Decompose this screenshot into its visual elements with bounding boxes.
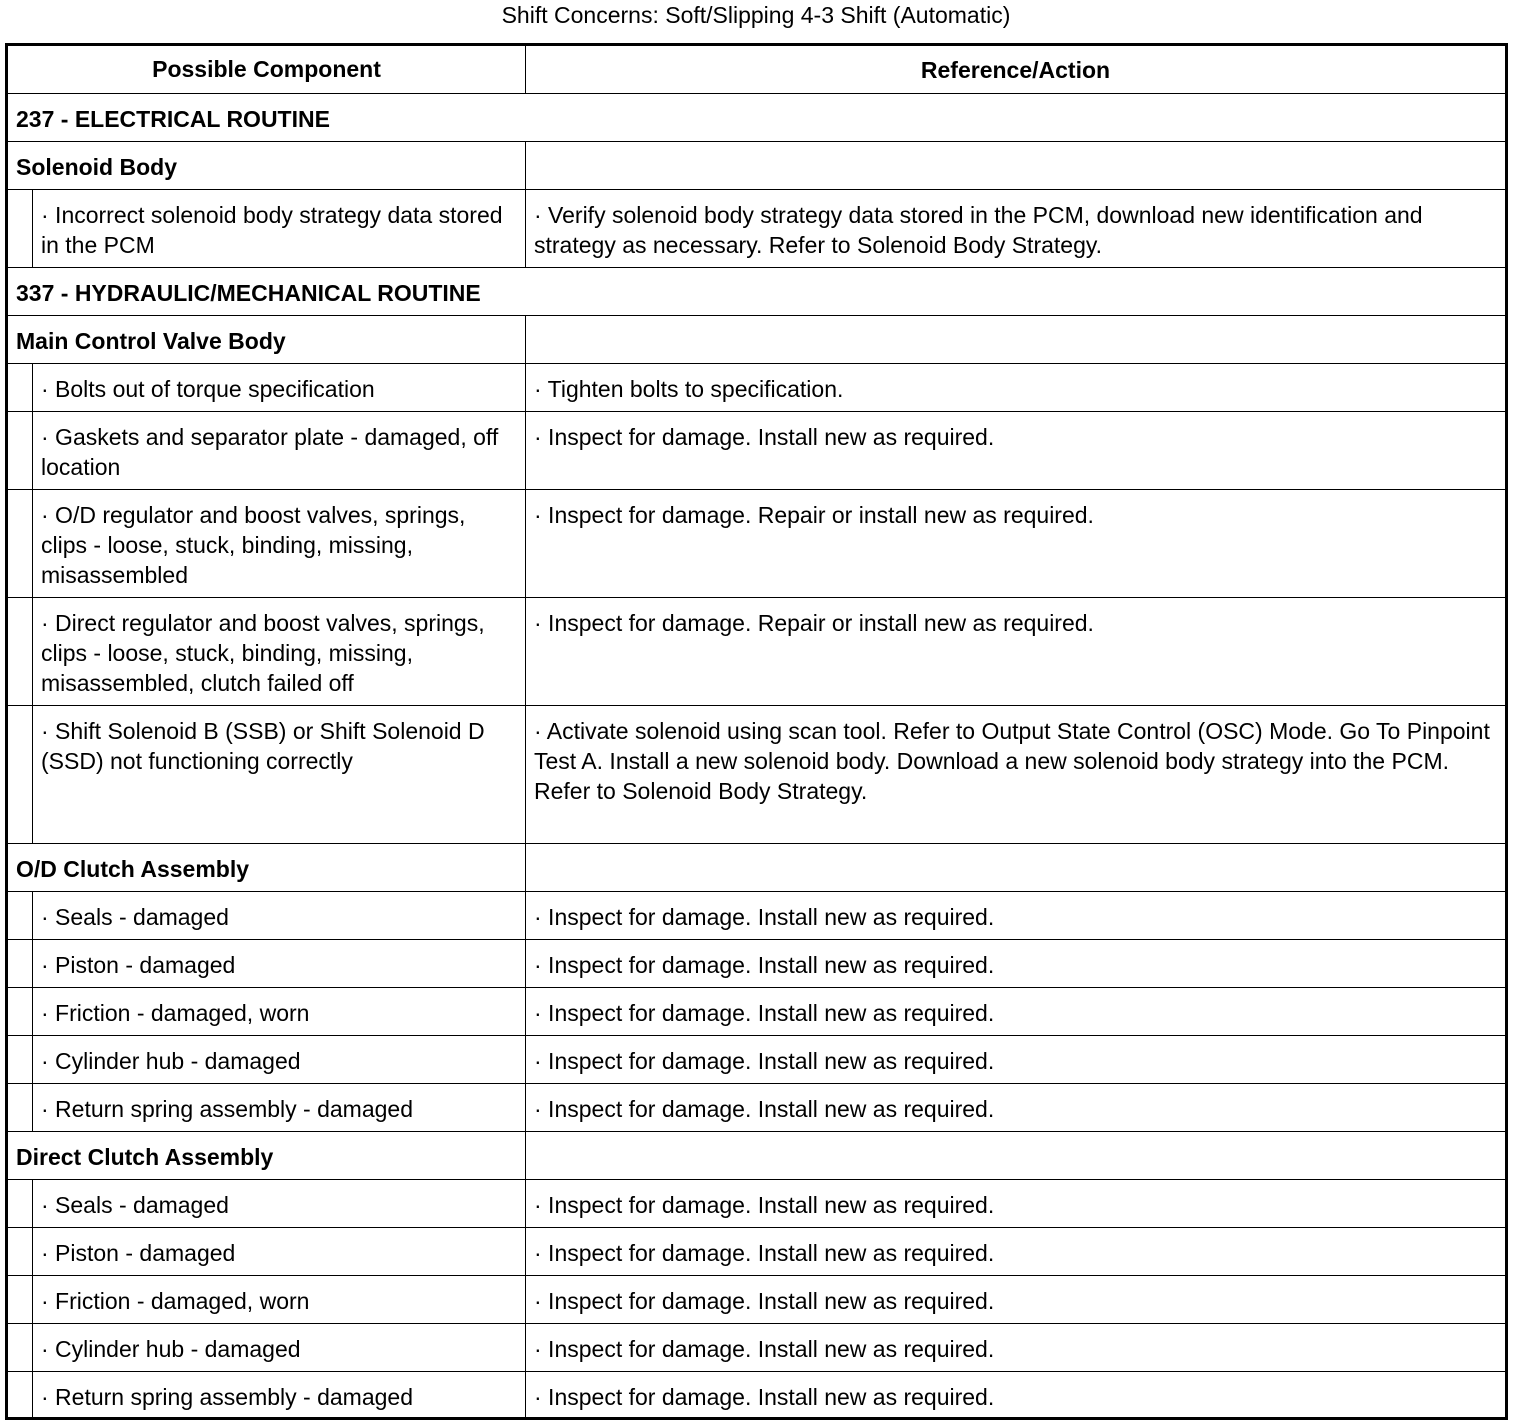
action-text: · Inspect for damage. Install new as required. bbox=[534, 1288, 995, 1314]
component-text: · Cylinder hub - damaged bbox=[41, 1336, 301, 1362]
group-name: Direct Clutch Assembly bbox=[8, 1132, 526, 1179]
component-cell bbox=[8, 940, 526, 987]
group-row bbox=[8, 141, 1505, 189]
component-text: · Gaskets and separator plate - damaged, off location bbox=[41, 424, 499, 480]
group-name: O/D Clutch Assembly bbox=[8, 844, 526, 891]
component-cell bbox=[8, 1084, 526, 1131]
table-row bbox=[8, 1179, 1505, 1227]
component-text: · Incorrect solenoid body strategy data stored in the PCM bbox=[41, 202, 503, 258]
table-row bbox=[8, 939, 1505, 987]
table-row bbox=[8, 411, 1505, 489]
component-text: · Return spring assembly - damaged bbox=[41, 1096, 413, 1122]
component-text: · Direct regulator and boost valves, springs, clips - loose, stuck, binding, missing, misassembled, clutch failed off bbox=[41, 610, 485, 696]
indent-spacer bbox=[8, 598, 33, 705]
table-row bbox=[8, 1275, 1505, 1323]
indent-spacer bbox=[8, 940, 33, 987]
component-text: · Friction - damaged, worn bbox=[41, 1288, 310, 1314]
section-heading: 237 - ELECTRICAL ROUTINE bbox=[16, 106, 330, 132]
group-row bbox=[8, 843, 1505, 891]
table-row bbox=[8, 987, 1505, 1035]
group-row bbox=[8, 315, 1505, 363]
component-text: · Return spring assembly - damaged bbox=[41, 1384, 413, 1410]
component-cell bbox=[8, 598, 526, 705]
component-text: · Seals - damaged bbox=[41, 1192, 229, 1218]
action-text: · Inspect for damage. Install new as required. bbox=[534, 1048, 995, 1074]
component-cell bbox=[8, 490, 526, 597]
header-possible-component: Possible Component bbox=[8, 46, 526, 93]
action-text: · Inspect for damage. Install new as required. bbox=[534, 1336, 995, 1362]
indent-spacer bbox=[8, 190, 33, 267]
indent-spacer bbox=[8, 490, 33, 597]
component-cell bbox=[8, 1276, 526, 1323]
component-cell bbox=[8, 412, 526, 489]
action-text: · Inspect for damage. Install new as required. bbox=[534, 904, 995, 930]
action-text: · Inspect for damage. Install new as required. bbox=[534, 424, 995, 450]
group-name: Solenoid Body bbox=[8, 142, 526, 189]
table-row bbox=[8, 1035, 1505, 1083]
component-cell bbox=[8, 892, 526, 939]
action-text: · Inspect for damage. Install new as required. bbox=[534, 1240, 995, 1266]
component-cell bbox=[8, 706, 526, 843]
indent-spacer bbox=[8, 1324, 33, 1371]
action-text: · Inspect for damage. Repair or install new as required. bbox=[534, 502, 1094, 528]
indent-spacer bbox=[8, 364, 33, 411]
table-row bbox=[8, 1083, 1505, 1131]
table-row bbox=[8, 189, 1505, 267]
action-text: · Inspect for damage. Install new as required. bbox=[534, 952, 995, 978]
component-text: · Piston - damaged bbox=[41, 952, 236, 978]
component-text: · Piston - damaged bbox=[41, 1240, 236, 1266]
section-row bbox=[8, 93, 1505, 141]
indent-spacer bbox=[8, 1228, 33, 1275]
action-text: · Verify solenoid body strategy data stored in the PCM, download new identification and strategy as necessary. Refer to Solenoid Body Strategy. bbox=[534, 202, 1423, 258]
indent-spacer bbox=[8, 706, 33, 843]
diagnostic-table bbox=[5, 43, 1508, 1420]
table-row bbox=[8, 705, 1505, 843]
indent-spacer bbox=[8, 988, 33, 1035]
component-text: · Cylinder hub - damaged bbox=[41, 1048, 301, 1074]
component-text: · Friction - damaged, worn bbox=[41, 1000, 310, 1026]
component-cell bbox=[8, 1228, 526, 1275]
table-header-row bbox=[8, 46, 1505, 93]
component-cell bbox=[8, 1036, 526, 1083]
group-action-empty bbox=[526, 142, 1505, 189]
indent-spacer bbox=[8, 1084, 33, 1131]
table-row bbox=[8, 1371, 1505, 1417]
indent-spacer bbox=[8, 892, 33, 939]
group-action-empty bbox=[526, 1132, 1505, 1179]
action-text: · Tighten bolts to specification. bbox=[534, 376, 844, 402]
action-text: · Inspect for damage. Install new as required. bbox=[534, 1096, 995, 1122]
section-row bbox=[8, 267, 1505, 315]
group-name: Main Control Valve Body bbox=[8, 316, 526, 363]
component-text: · Bolts out of torque specification bbox=[41, 376, 375, 402]
indent-spacer bbox=[8, 1276, 33, 1323]
page-title: Shift Concerns: Soft/Slipping 4-3 Shift (Automatic) bbox=[501, 2, 1011, 28]
table-row bbox=[8, 1227, 1505, 1275]
group-row bbox=[8, 1131, 1505, 1179]
table-row bbox=[8, 597, 1505, 705]
table-row bbox=[8, 363, 1505, 411]
action-text: · Inspect for damage. Repair or install new as required. bbox=[534, 610, 1094, 636]
indent-spacer bbox=[8, 1180, 33, 1227]
indent-spacer bbox=[8, 412, 33, 489]
table-row bbox=[8, 1323, 1505, 1371]
indent-spacer bbox=[8, 1036, 33, 1083]
action-text: · Inspect for damage. Install new as required. bbox=[534, 1384, 995, 1410]
component-text: · Seals - damaged bbox=[41, 904, 229, 930]
indent-spacer bbox=[8, 1372, 33, 1417]
section-heading: 337 - HYDRAULIC/MECHANICAL ROUTINE bbox=[16, 280, 481, 306]
group-action-empty bbox=[526, 316, 1505, 363]
component-cell bbox=[8, 190, 526, 267]
component-cell bbox=[8, 1324, 526, 1371]
table-row bbox=[8, 891, 1505, 939]
action-text: · Inspect for damage. Install new as required. bbox=[534, 1192, 995, 1218]
component-cell bbox=[8, 988, 526, 1035]
header-reference-action: Reference/Action bbox=[920, 56, 1111, 83]
action-text: · Inspect for damage. Install new as required. bbox=[534, 1000, 995, 1026]
component-cell bbox=[8, 364, 526, 411]
action-text: · Activate solenoid using scan tool. Refer to Output State Control (OSC) Mode. Go To Pinpoint Test A. Install a new solenoid body. Download a new solenoid body strategy into the PCM. Refer to Solenoid Body Strategy. bbox=[534, 718, 1490, 804]
component-text: · O/D regulator and boost valves, springs, clips - loose, stuck, binding, missing, misassembled bbox=[41, 502, 466, 588]
group-action-empty bbox=[526, 844, 1505, 891]
component-text: · Shift Solenoid B (SSB) or Shift Solenoid D (SSD) not functioning correctly bbox=[41, 718, 485, 774]
table-row bbox=[8, 489, 1505, 597]
component-cell bbox=[8, 1372, 526, 1417]
component-cell bbox=[8, 1180, 526, 1227]
